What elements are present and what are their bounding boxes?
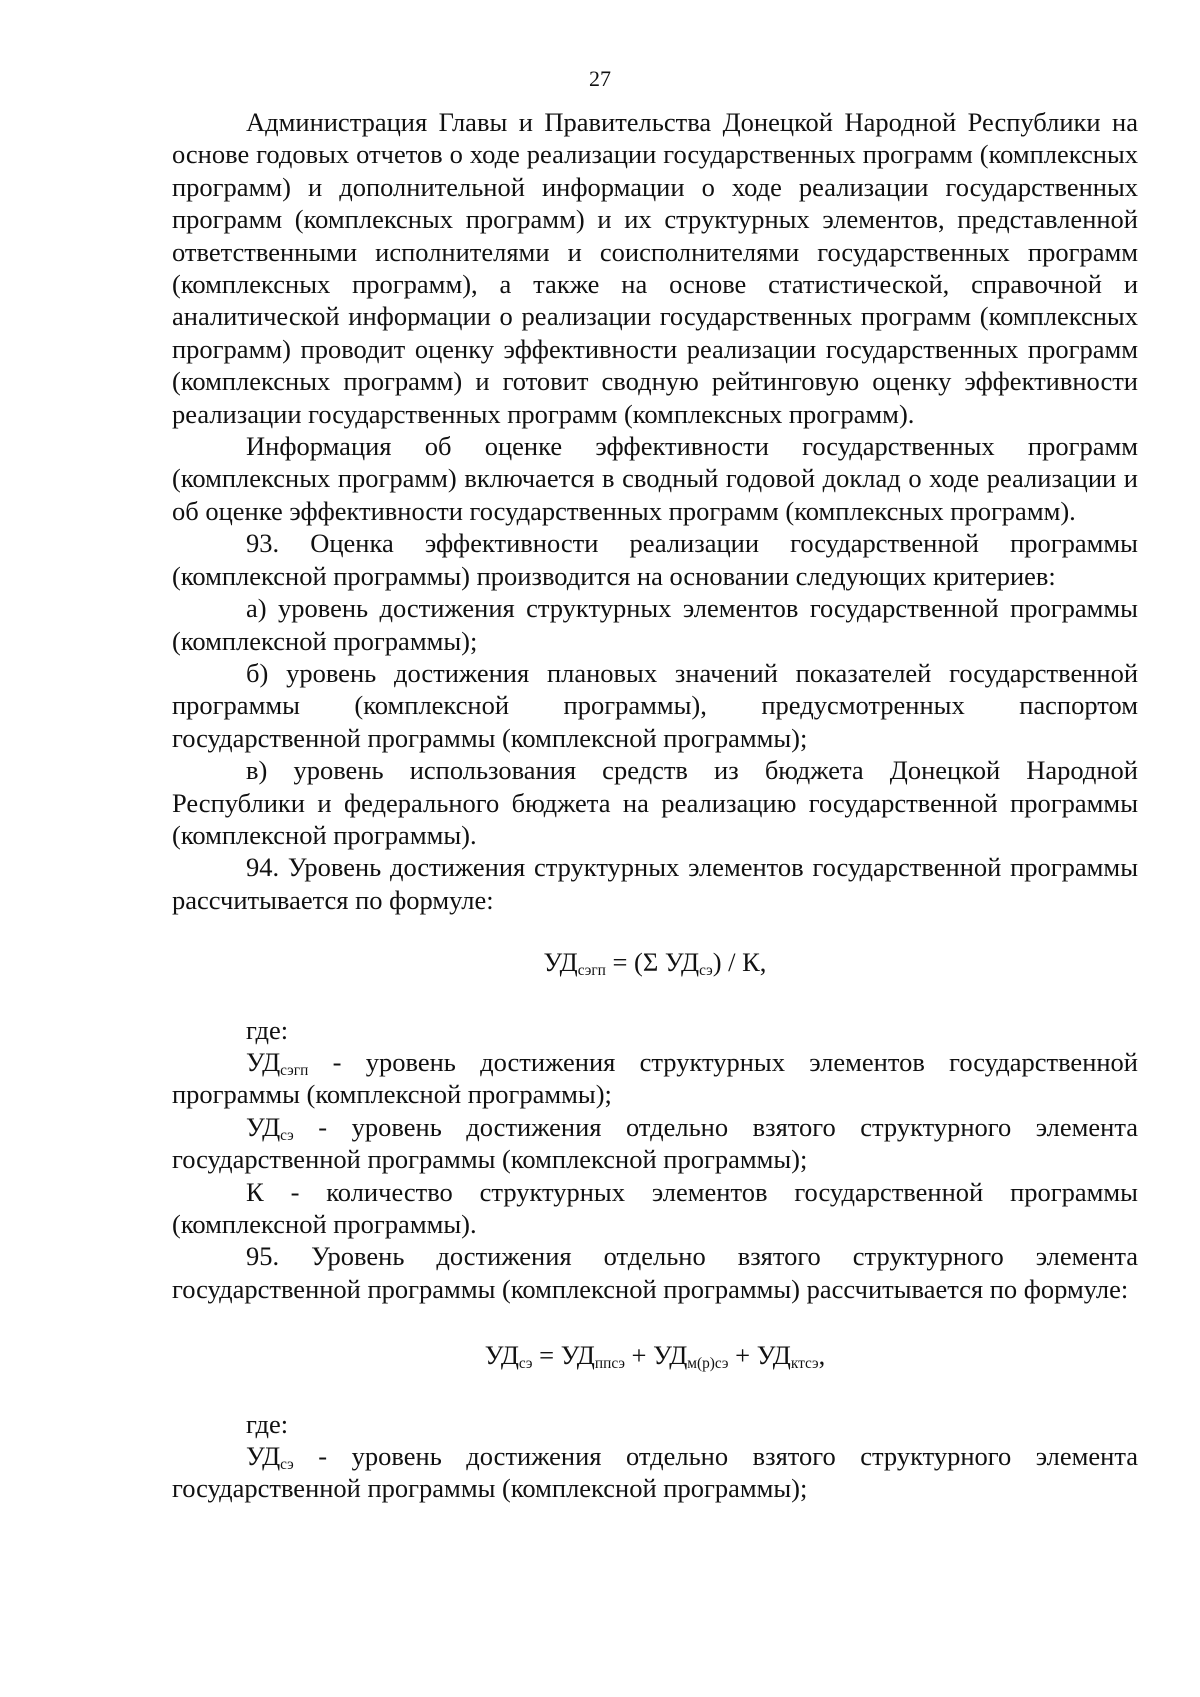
definition-symbol: УД [246,1111,281,1142]
page-number: 27 [589,66,611,91]
criterion-b: б) уровень достижения плановых значений показателей государственной программы (комплексной программы), предусмотренных паспортом государственной программы (комплексной программы); [172,657,1138,753]
definition-text: - уровень достижения отдельно взятого структурного элемента государственной программы (комплексной программы); [172,1441,1138,1504]
definition-symbol: К [246,1176,264,1207]
definition-ud-se-2 [172,1440,1138,1505]
where-label: где: [246,1014,289,1045]
definition-subscript: сэ [280,1455,294,1473]
definition-symbol: УД [246,1441,281,1472]
paragraph-95: 95. Уровень достижения отдельно взятого структурного элемента государственной программы (комплексной программы) рассчитывается по формуле: [172,1241,1138,1304]
definition-text: - уровень достижения отдельно взятого структурного элемента государственной программы (комплексной программы); [172,1111,1138,1175]
definition-text: - уровень достижения структурных элементов государственной программы (комплексной программы); [172,1046,1138,1110]
formula-ud-segp [172,916,1138,1013]
criterion-a: а) уровень достижения структурных элементов государственной программы (комплексной программы); [172,593,1138,656]
definition-subscript: сэгп [280,1061,309,1079]
formula-term: , [818,1340,826,1371]
document-body [172,106,1138,1505]
formula-subscript: сэ [699,961,713,979]
paragraph-information: Информация об оценке эффективности государственных программ (комплексных программ) включается в сводный годовой доклад о ходе реализации и об оценке эффективности государственных программ (комплексных программ). [172,431,1138,526]
formula-subscript: сэ [518,1355,533,1373]
criterion-c: в) уровень использования средств из бюджета Донецкой Народной Республики и федерального бюджета на реализацию государственной программы (комплексной программы). [172,755,1138,850]
formula-term: + УД [624,1340,688,1371]
formula-term: = (Σ УД [605,947,700,978]
paragraph-94: 94. Уровень достижения структурных элементов государственной программы рассчитывается по формуле: [172,852,1138,915]
formula-term: УД [484,1340,519,1371]
definition-k [172,1176,1138,1241]
formula-ud-se [172,1305,1138,1407]
formula-term: = УД [532,1340,595,1371]
formula-term: УД [543,947,578,978]
paragraph-93: 93. Оценка эффективности реализации государственной программы (комплексной программы) производится на основании следующих критериев: [172,528,1138,591]
definition-ud-se [172,1111,1138,1176]
formula-term: + УД [728,1340,791,1371]
formula-subscript: ппсэ [594,1355,625,1373]
definition-text: - количество структурных элементов государственной программы (комплексной программы). [172,1176,1138,1239]
definition-subscript: сэ [280,1126,294,1144]
definition-ud-segp [172,1046,1138,1111]
formula-subscript: м(р)сэ [687,1355,729,1373]
formula-subscript: сэгп [577,961,606,979]
paragraph-administration: Администрация Главы и Правительства Донецкой Народной Республики на основе годовых отчетов о ходе реализации государственных программ (комплексных программ) и дополнительной информации о ходе реализации государственных программ (комплексных программ) и их структурных элементов, представленной ответственными исполнителями и соисполнителями государственных программ (комплексных программ), а также на основе статистической, справочной и аналитической информации о реализации государственных программ (комплексных программ) проводит оценку эффективности реализации государственных программ (комплексных программ) и готовит сводную рейтинговую оценку эффективности реализации государственных программ (комплексных программ). [172,107,1138,429]
formula-term: ) / К, [712,947,767,978]
where-label: где: [246,1408,289,1439]
formula-subscript: ктсэ [790,1355,819,1373]
definition-symbol: УД [246,1046,281,1077]
